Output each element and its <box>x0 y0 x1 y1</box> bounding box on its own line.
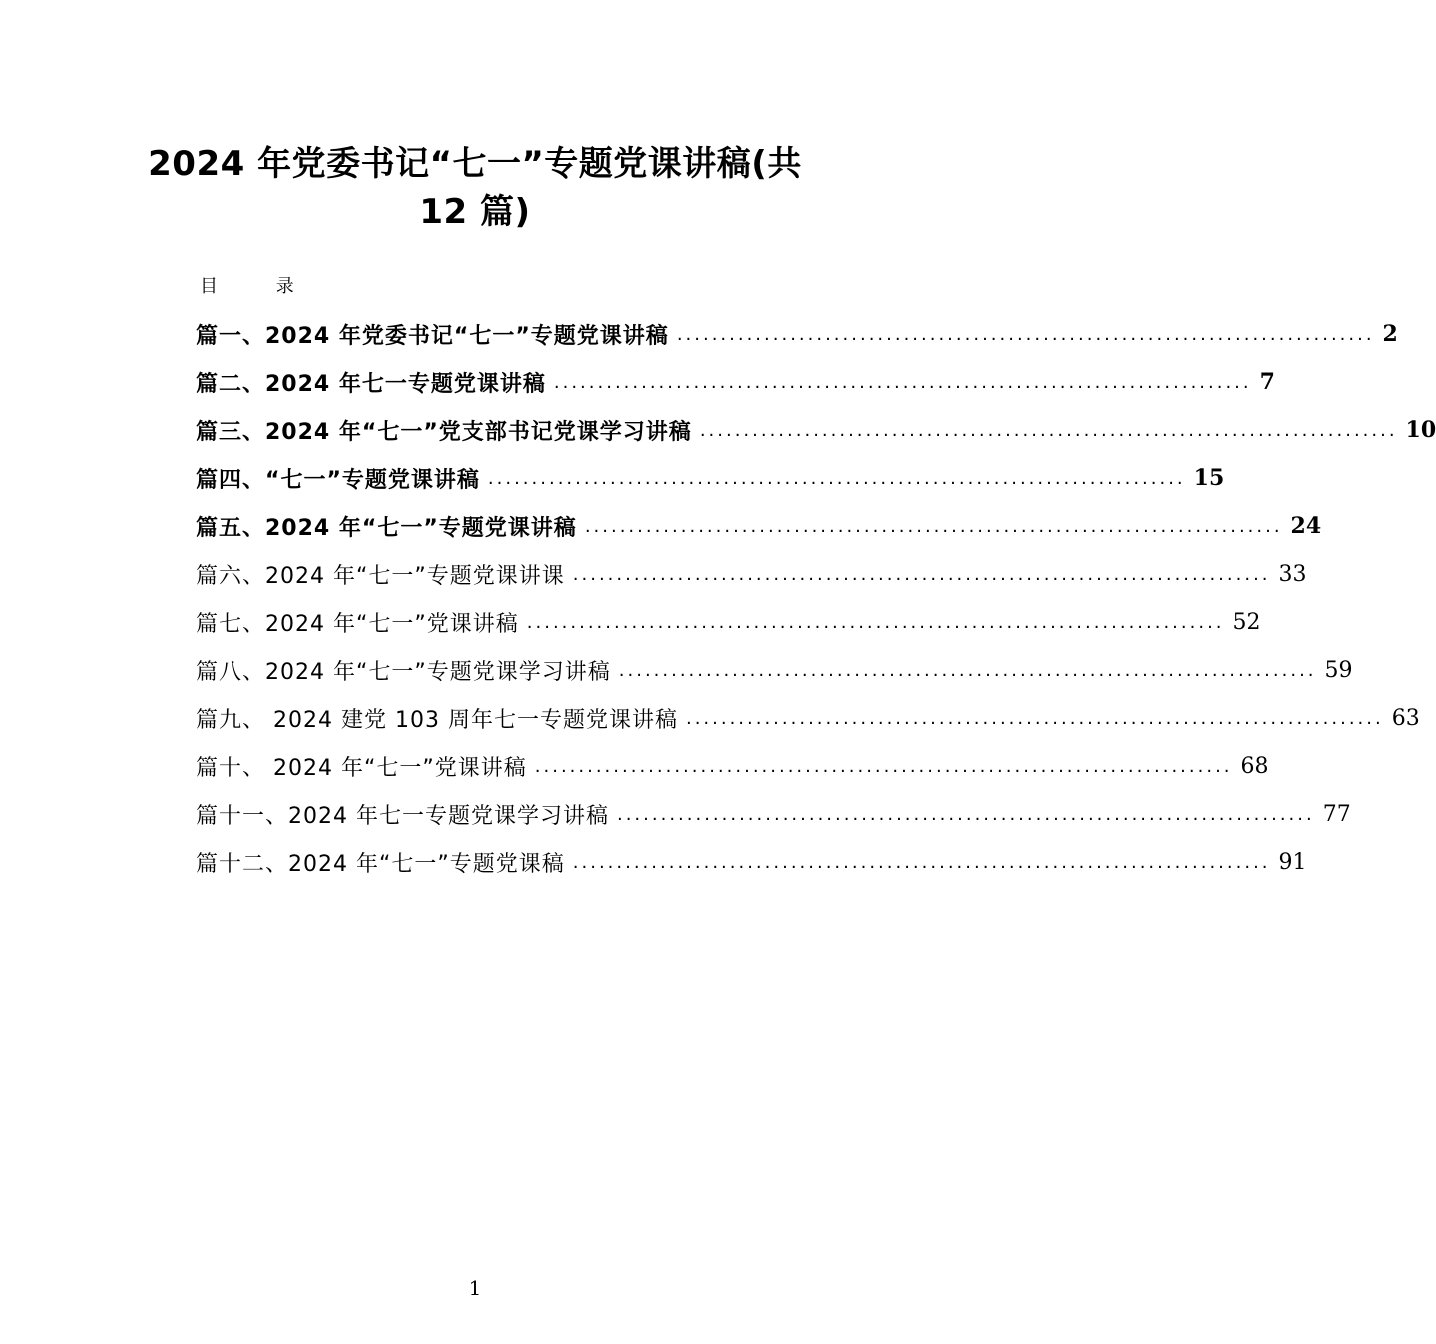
toc-entry-4[interactable] <box>196 454 1225 502</box>
toc-entry-page: 24 <box>1290 513 1322 539</box>
toc-leader-dots: ................................................................................ <box>572 563 1271 585</box>
toc-heading: 目 录 <box>200 276 320 297</box>
toc-entry-label: 篇八、2024 年“七一”专题党课学习讲稿 <box>196 659 611 685</box>
document-title <box>120 140 830 236</box>
toc-entry-label: 篇六、2024 年“七一”专题党课讲课 <box>196 563 565 589</box>
toc-leader-dots: ................................................................................ <box>584 515 1283 537</box>
toc-entry-10[interactable] <box>196 742 1269 790</box>
toc-entry-page: 10 <box>1405 417 1436 443</box>
toc-entry-2[interactable] <box>196 358 1275 406</box>
toc-leader-dots: ................................................................................ <box>553 371 1252 393</box>
toc-entry-page: 7 <box>1259 369 1275 395</box>
page-number: 1 <box>468 1276 482 1300</box>
toc-entry-7[interactable] <box>196 598 1261 646</box>
toc-entry-page: 91 <box>1278 849 1307 875</box>
toc-entry-3[interactable] <box>196 406 1436 454</box>
toc-entry-page: 77 <box>1322 801 1351 827</box>
toc-entry-page: 2 <box>1382 321 1398 347</box>
toc-leader-dots: ................................................................................ <box>616 803 1315 825</box>
toc-entry-page: 33 <box>1278 561 1307 587</box>
title-line-1: 2024 年党委书记“七一”专题党课讲稿(共 <box>148 144 802 184</box>
toc-leader-dots: ................................................................................ <box>676 323 1375 345</box>
toc-entry-label: 篇十二、2024 年“七一”专题党课稿 <box>196 851 565 877</box>
toc-entry-6[interactable] <box>196 550 1307 598</box>
toc-entry-page: 63 <box>1391 705 1420 731</box>
toc-entry-label: 篇四、“七一”专题党课讲稿 <box>196 467 480 493</box>
toc-entry-11[interactable] <box>196 790 1351 838</box>
toc-leader-dots: ................................................................................ <box>699 419 1398 441</box>
toc-entry-page: 59 <box>1324 657 1353 683</box>
toc-entry-12[interactable] <box>196 838 1307 886</box>
title-line-2: 12 篇) <box>419 192 531 232</box>
toc-entry-label: 篇十、 2024 年“七一”党课讲稿 <box>196 755 527 781</box>
toc-entry-page: 68 <box>1240 753 1269 779</box>
toc-entry-label: 篇十一、2024 年七一专题党课学习讲稿 <box>196 803 609 829</box>
toc-entry-page: 15 <box>1193 465 1225 491</box>
toc-entry-label: 篇七、2024 年“七一”党课讲稿 <box>196 611 519 637</box>
table-of-contents <box>196 310 1436 886</box>
toc-leader-dots: ................................................................................ <box>487 467 1186 489</box>
toc-entry-label: 篇一、2024 年党委书记“七一”专题党课讲稿 <box>196 323 669 349</box>
toc-entry-label: 篇九、 2024 建党 103 周年七一专题党课讲稿 <box>196 707 678 733</box>
toc-leader-dots: ................................................................................ <box>526 611 1225 633</box>
toc-entry-8[interactable] <box>196 646 1353 694</box>
toc-entry-9[interactable] <box>196 694 1420 742</box>
toc-entry-1[interactable] <box>196 310 1398 358</box>
toc-leader-dots: ................................................................................ <box>572 851 1271 873</box>
toc-entry-page: 52 <box>1232 609 1261 635</box>
toc-entry-5[interactable] <box>196 502 1322 550</box>
toc-entry-label: 篇三、2024 年“七一”党支部书记党课学习讲稿 <box>196 419 692 445</box>
toc-leader-dots: ................................................................................ <box>685 707 1384 729</box>
toc-leader-dots: ................................................................................ <box>534 755 1233 777</box>
toc-entry-label: 篇二、2024 年七一专题党课讲稿 <box>196 371 546 397</box>
toc-leader-dots: ................................................................................ <box>618 659 1317 681</box>
toc-entry-label: 篇五、2024 年“七一”专题党课讲稿 <box>196 515 577 541</box>
